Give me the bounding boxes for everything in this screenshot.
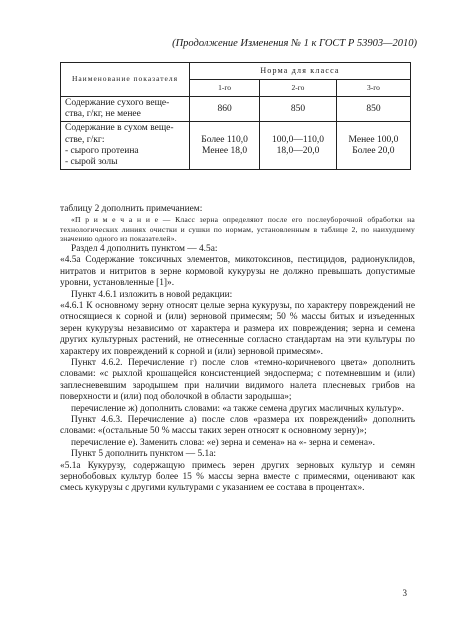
table-row <box>61 97 411 122</box>
page-number: 3 <box>402 588 407 598</box>
paragraph: Пункт 5 дополнить пунктом — 5.1а: <box>71 449 216 460</box>
value-cell: 850 <box>336 97 410 122</box>
indicator-line: Содержание сухого веще- <box>65 98 170 108</box>
table-row <box>61 122 411 170</box>
paragraph: перечисление ж) дополнить словами: «а также семена других масличных культур». <box>71 403 404 414</box>
indicator-line: - сырой золы <box>65 157 118 168</box>
class-header: 3-го <box>336 80 410 97</box>
paragraph: Пункт 4.6.3. Перечисление а) после слов «размера их повреждений» дополнить словами: «(остальные 50 % массы таких зерен относят к основному зерну)»; <box>60 415 415 437</box>
paragraph: «4.6.1 К основному зерну относят целые зерна кукурузы, по характеру повреждений не относящиеся к сорной и (или) зерновой примесям; 50 % массы битых и изъеденных зерен кукурузы независимо от характера и размера их повреждения; зерна и семена других культурных растений, не отнесенные согласно стандартам на эти культуры по характеру их повреждений к сорной и (или) зерновой примесям». <box>60 300 415 357</box>
paragraph: Раздел 4 дополнить пунктом — 4.5а: <box>71 243 218 254</box>
document-body <box>60 204 415 495</box>
value-line: 18,0—20,0 <box>276 145 320 156</box>
paragraph: Пункт 4.6.1 изложить в новой редакции: <box>71 289 233 300</box>
value-line: 100,0—110,0 <box>272 134 324 145</box>
indicator-line: ства, г/кг, не менее <box>65 109 141 120</box>
table-note: «П р и м е ч а н и е — Класс зерна определяют после его послеуборочной обработки на технологических линиях очистки и сушки по нормам, установленным в таблице 2, по наихудшему значению одного из показателей». <box>60 215 415 244</box>
column-header-norm: Норма для класса <box>190 63 411 80</box>
paragraph: Пункт 4.6.2. Перечисление г) после слов «темно-коричневого цвета» дополнить словами: «с рыхлой крошащейся консистенцией эндосперма; с потемневшим и (или) заплесневевшим зародышем при наличии видимого налета плесневых грибов на поверхности и (или) под оболочкой в области зародыша»; <box>60 357 415 403</box>
indicator-line: Содержание в сухом веще- <box>65 123 174 134</box>
value-cell: 850 <box>260 97 337 122</box>
value-cell: 860 <box>190 97 260 122</box>
paragraph: перечисление е). Заменить слова: «е) зерна и семена» на «- зерна и семена». <box>71 437 376 448</box>
column-header-indicator: Наименование показателя <box>61 63 190 97</box>
indicator-line: - сырого протеина <box>65 145 139 156</box>
value-line: Менее 18,0 <box>202 145 248 156</box>
value-line: Менее 100,0 <box>348 134 399 145</box>
class-header: 1-го <box>190 80 260 97</box>
norms-table <box>60 62 411 170</box>
paragraph: «4.5а Содержание токсичных элементов, микотоксинов, пестицидов, радионуклидов, нитратов и нитритов в зерне кормовой кукурузы не должно превышать допустимые уровни, установленные [1]». <box>60 255 415 289</box>
running-header: (Продолжение Изменения № 1 к ГОСТ Р 53903—2010) <box>172 38 417 49</box>
paragraph: таблицу 2 дополнить примечанием: <box>60 204 203 214</box>
indicator-line: стве, г/кг: <box>65 134 105 145</box>
class-header: 2-го <box>260 80 337 97</box>
value-line: Более 20,0 <box>352 145 395 156</box>
value-line: Более 110,0 <box>201 134 248 145</box>
paragraph: «5.1а Кукурузу, содержащую примесь зерен других зерновых культур и семян зернобобовых культур более 15 % массы зерна вместе с примесями, оценивают как смесь кукурузы с другими культурами с указанием ее состава в процентах». <box>60 460 415 494</box>
